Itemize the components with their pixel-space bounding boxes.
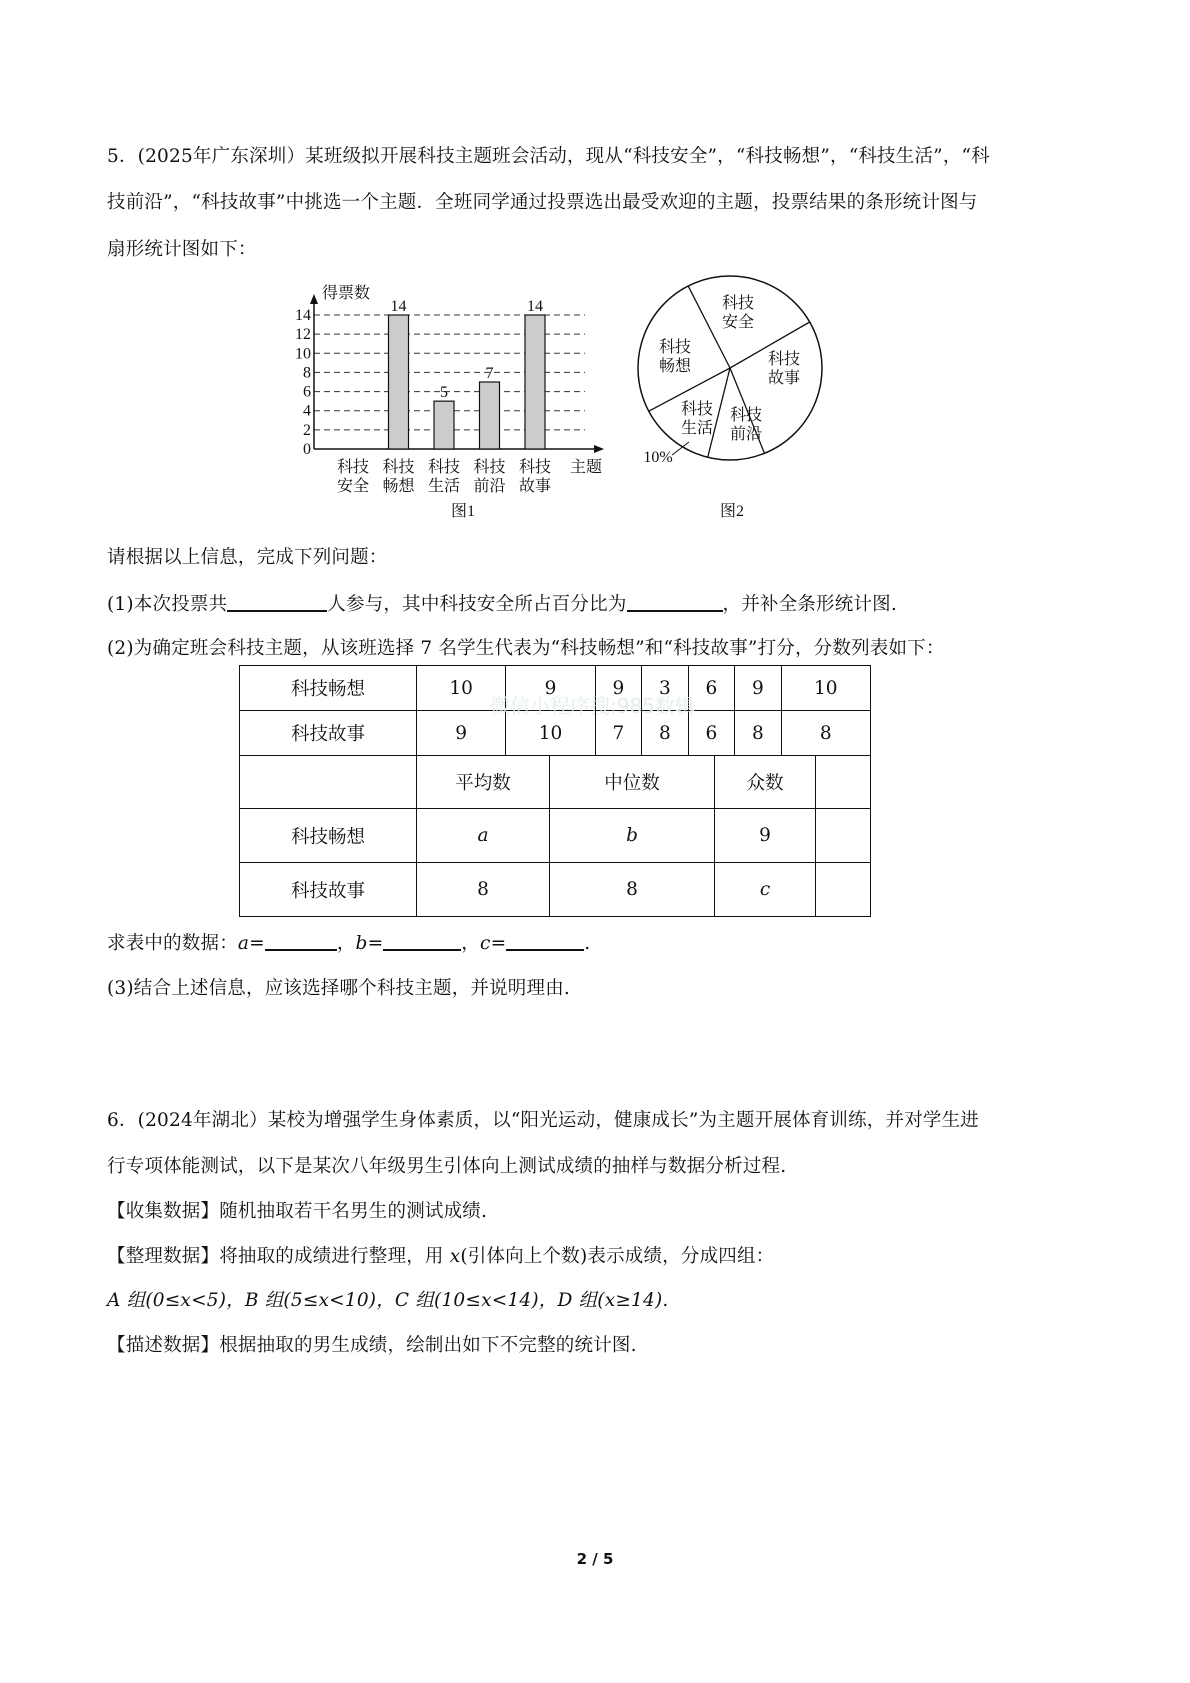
- ask-var-a: a: [237, 933, 250, 954]
- stats-row-label: 科技畅想: [240, 809, 417, 863]
- x-tick-label: 生活: [427, 478, 461, 495]
- stats-empty-cell: [816, 863, 871, 917]
- q5-prompt: 请根据以上信息，完成下列问题：: [107, 547, 388, 568]
- var-b: b: [626, 825, 638, 846]
- x-tick-label: 科技: [427, 459, 461, 476]
- stats-cell: 8: [550, 863, 715, 917]
- q5-line-1: 5．(2025年广东深圳）某班级拟开展科技主题班会活动，现从“科技安全”，“科技畅想”，“科技生活”，“科: [107, 146, 990, 167]
- q6-organize: [107, 1242, 774, 1268]
- y-tick-label: 12: [295, 326, 311, 344]
- x-tick-label: 安全: [336, 478, 370, 495]
- pie-slice-label: 安全: [721, 314, 755, 331]
- ask-text: 求表中的数据：: [107, 933, 238, 954]
- pie-slice-label: 畅想: [658, 358, 692, 375]
- stats-header-row: [240, 756, 871, 809]
- organize-var-x: x: [449, 1246, 461, 1267]
- pie-slice-label: 科技: [729, 407, 763, 424]
- q5-part2: (2)为确定班会科技主题，从该班选择 7 名学生代表为“科技畅想”和“科技故事”打分，分数列表如下：: [107, 638, 945, 659]
- q5-part3: (3)结合上述信息，应该选择哪个科技主题，并说明理由.: [107, 978, 570, 999]
- stats-row-changxiang: [240, 809, 871, 863]
- score-row-label: 科技故事: [240, 711, 417, 756]
- answer-blank-total[interactable]: [227, 592, 327, 612]
- score-cell: 10: [506, 711, 595, 756]
- score-cell: 3: [642, 666, 689, 711]
- score-cell: 7: [595, 711, 642, 756]
- x-tick-label: 科技: [336, 459, 370, 476]
- pie-slice-label: 前沿: [729, 426, 763, 443]
- q5-line-2: 技前沿”，“科技故事”中挑选一个主题．全班同学通过投票选出最受欢迎的主题，投票结果的条形统计图与: [107, 192, 978, 213]
- stats-cell: 9: [715, 809, 816, 863]
- ask-var-c: c: [480, 933, 491, 954]
- bar: [525, 315, 545, 449]
- answer-blank-b[interactable]: [383, 931, 461, 951]
- q5-ask: [107, 929, 590, 955]
- stats-table: [239, 755, 871, 917]
- score-cell: 6: [688, 711, 735, 756]
- score-cell: 9: [506, 666, 595, 711]
- bar-data-label: 14: [390, 298, 407, 315]
- q6-describe: 【描述数据】根据抽取的男生成绩，绘制出如下不完整的统计图.: [107, 1335, 637, 1356]
- figure-caption: 图2: [719, 503, 745, 520]
- page-number: 2 / 5: [576, 1550, 614, 1568]
- y-tick-label: 6: [303, 383, 311, 401]
- x-tick-label: 科技: [473, 459, 506, 476]
- watermark: 微信小程序搜:985数辑: [490, 694, 695, 718]
- score-cell: 10: [781, 666, 870, 711]
- bar: [434, 401, 454, 449]
- part1-text-a: (1)本次投票共: [107, 594, 228, 615]
- bar-chart: [295, 284, 604, 520]
- x-tick-label: 科技: [382, 459, 415, 476]
- y-tick-label: 0: [303, 441, 311, 458]
- var-a: a: [477, 825, 489, 846]
- pie-percent-annotation: 10%: [643, 449, 673, 466]
- y-tick-label: 14: [295, 307, 311, 324]
- score-cell: 9: [417, 711, 506, 756]
- stats-cell: [550, 809, 715, 863]
- x-tick-label: 畅想: [382, 478, 415, 495]
- bar-data-label: 14: [527, 298, 543, 315]
- score-cell: 6: [688, 666, 735, 711]
- stats-row-gushi: [240, 863, 871, 917]
- stats-header: 众数: [715, 756, 816, 809]
- x-axis-title: 主题: [570, 459, 603, 476]
- q6-collect: 【收集数据】随机抽取若干名男生的测试成绩.: [107, 1201, 488, 1222]
- score-cell: 8: [781, 711, 870, 756]
- stats-cell: 8: [417, 863, 550, 917]
- stats-corner: [240, 756, 417, 809]
- pie-slice-label: 生活: [680, 420, 714, 437]
- score-cell: 8: [642, 711, 689, 756]
- bar: [389, 315, 409, 449]
- part1-text-c: ，并补全条形统计图.: [722, 594, 897, 615]
- score-row-label: 科技畅想: [240, 666, 417, 711]
- pie-slice-label: 科技: [767, 351, 801, 368]
- figure-charts: [295, 285, 860, 530]
- y-axis-arrow: [310, 294, 318, 304]
- y-tick-label: 10: [295, 345, 311, 363]
- comma: ，: [461, 933, 480, 954]
- q6-line-2: 行专项体能测试，以下是某次八年级男生引体向上测试成绩的抽样与数据分析过程.: [107, 1156, 787, 1177]
- y-tick-label: 8: [303, 364, 311, 382]
- part1-text-b: 人参与，其中科技安全所占百分比为: [327, 594, 627, 615]
- eq: =: [249, 933, 265, 954]
- pie-chart: [638, 276, 822, 520]
- x-tick-label: 前沿: [473, 478, 506, 495]
- score-cell: 8: [735, 711, 782, 756]
- pie-slice-label: 科技: [721, 295, 755, 312]
- pie-slice-label: 故事: [767, 370, 801, 387]
- ask-var-b: b: [355, 933, 368, 954]
- figure-caption: 图1: [450, 503, 476, 520]
- stats-cell: [417, 809, 550, 863]
- answer-blank-percent[interactable]: [627, 592, 723, 612]
- bar: [480, 382, 500, 449]
- x-tick-label: 科技: [518, 459, 552, 476]
- score-cell: 9: [595, 666, 642, 711]
- stats-header: 平均数: [417, 756, 550, 809]
- stats-row-label: 科技故事: [240, 863, 417, 917]
- q6-groups: A 组(0≤x<5)，B 组(5≤x<10)，C 组(10≤x<14)，D 组(x≥14).: [107, 1290, 669, 1311]
- stats-header: 中位数: [550, 756, 715, 809]
- stats-empty-cell: [816, 809, 871, 863]
- bar-data-label: 5: [440, 384, 448, 402]
- organize-text-b: (引体向上个数)表示成绩，分成四组：: [460, 1246, 775, 1267]
- y-axis-title: 得票数: [322, 285, 371, 302]
- score-cell: 10: [417, 666, 506, 711]
- answer-blank-a[interactable]: [265, 931, 337, 951]
- organize-text-a: 【整理数据】将抽取的成绩进行整理，用: [107, 1246, 450, 1267]
- q5-line-3: 扇形统计图如下：: [107, 239, 257, 260]
- var-c: c: [759, 879, 771, 900]
- bar-data-label: 7: [485, 365, 494, 382]
- pie-slice-label: 科技: [680, 401, 714, 418]
- q5-part1: [107, 590, 897, 616]
- period: .: [584, 933, 591, 954]
- y-tick-label: 4: [303, 402, 311, 420]
- eq: =: [490, 933, 507, 954]
- stats-empty-cell: [816, 756, 871, 809]
- eq: =: [367, 933, 384, 954]
- stats-cell: [715, 863, 816, 917]
- score-cell: 9: [735, 666, 782, 711]
- x-axis-arrow: [594, 445, 604, 453]
- x-tick-label: 故事: [518, 478, 552, 495]
- q6-line-1: 6．(2024年湖北）某校为增强学生身体素质，以“阳光运动，健康成长”为主题开展体育训练，并对学生进: [107, 1110, 979, 1131]
- y-tick-label: 2: [303, 421, 311, 439]
- comma: ，: [336, 933, 356, 954]
- answer-blank-c[interactable]: [506, 931, 584, 951]
- pie-slice-label: 科技: [658, 339, 692, 356]
